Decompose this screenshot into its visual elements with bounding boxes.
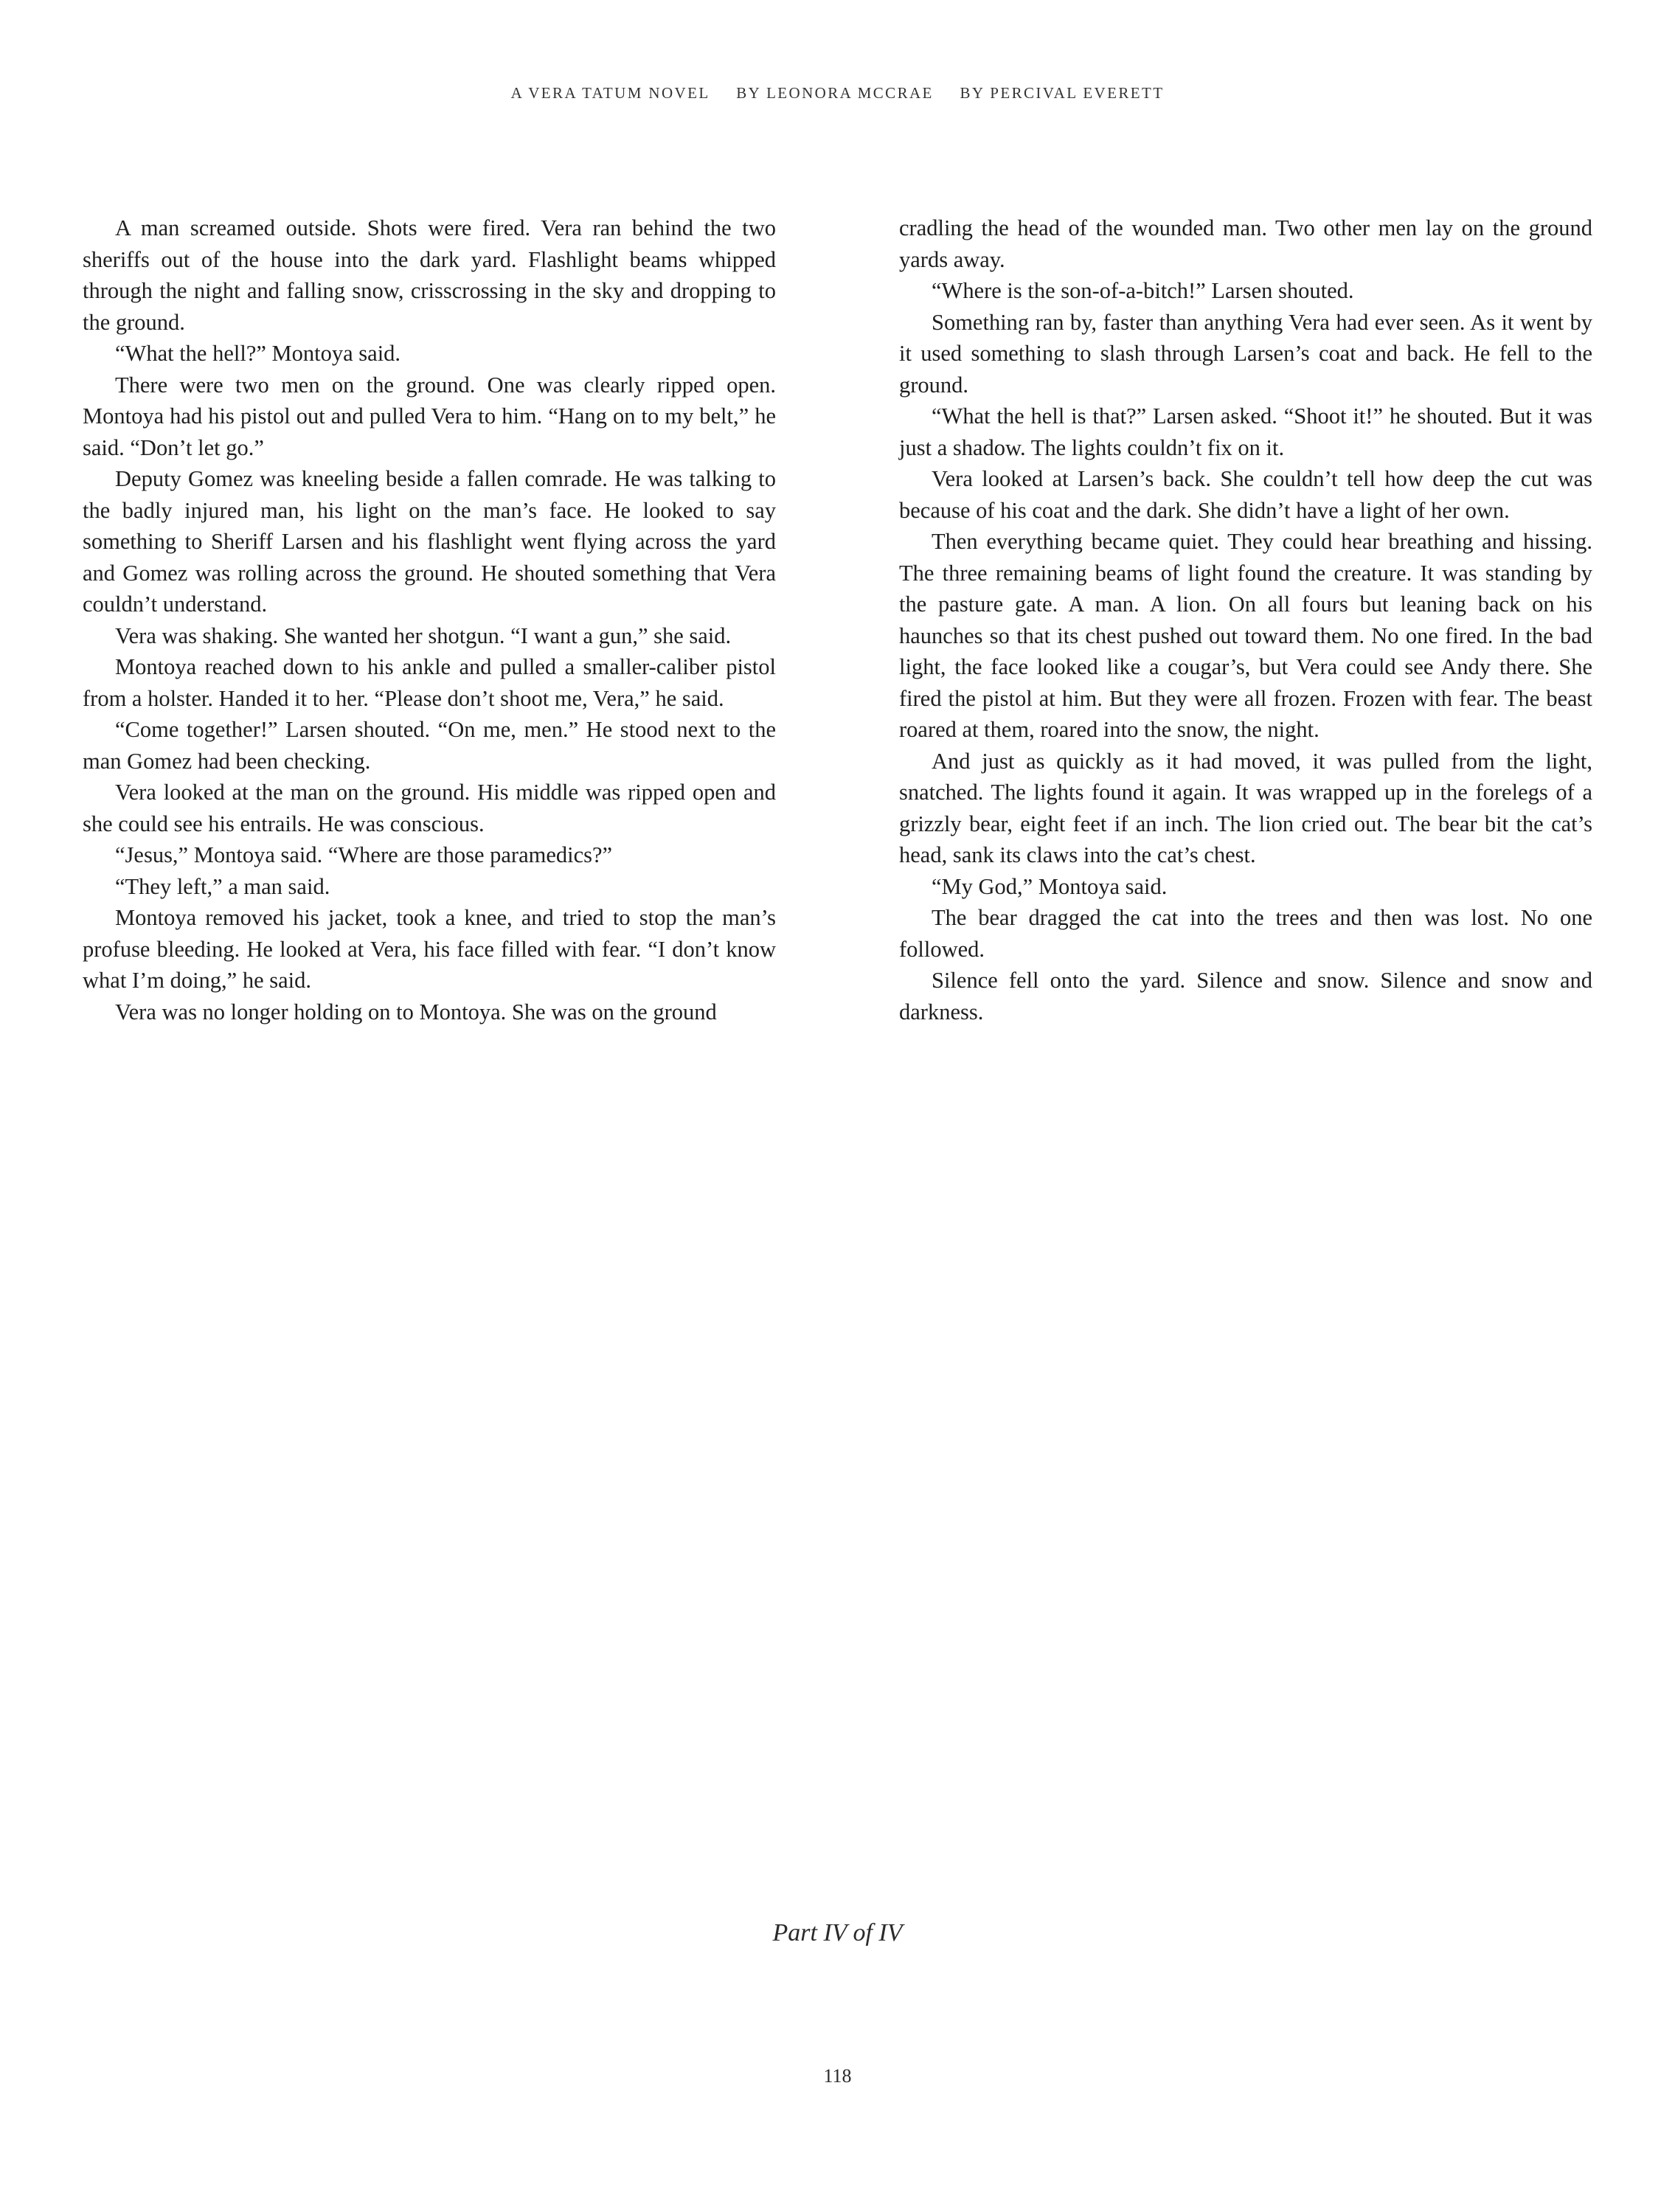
- paragraph: Vera was shaking. She wanted her shotgun. “I want a gun,” she said.: [115, 623, 732, 648]
- part-label: Part IV of IV: [772, 1919, 903, 1946]
- paragraph: A man screamed outside. Shots were fired. Vera ran behind the two sheriffs out of the house into the dark yard. Flashlight beams whipped through the night and falling snow, crisscrossing in the sky and dropping to the ground.: [83, 215, 776, 335]
- running-head-series: A VERA TATUM NOVEL: [510, 84, 710, 102]
- paragraph: “What the hell?” Montoya said.: [115, 341, 401, 366]
- running-head: [0, 84, 1675, 103]
- paragraph: “What the hell is that?” Larsen asked. “Shoot it!” he shouted. But it was just a shadow. The lights couldn’t fix on it.: [899, 403, 1592, 460]
- paragraph: Silence fell onto the yard. Silence and snow. Silence and snow and darkness.: [899, 968, 1592, 1024]
- paragraph: Vera was no longer holding on to Montoya. She was on the ground: [115, 999, 717, 1024]
- page-number: 118: [823, 2065, 852, 2087]
- paragraph: Montoya removed his jacket, took a knee, and tried to stop the man’s profuse bleeding. He looked at Vera, his face filled with fear. “I don’t know what I’m doing,” he said.: [83, 905, 776, 993]
- paragraph: Montoya reached down to his ankle and pulled a smaller-caliber pistol from a holster. Handed it to her. “Please don’t shoot me, Vera,” he said.: [83, 654, 776, 711]
- paragraph: “Come together!” Larsen shouted. “On me, men.” He stood next to the man Gomez had been checking.: [83, 717, 776, 774]
- paragraph: Vera looked at the man on the ground. His middle was ripped open and she could see his entrails. He was conscious.: [83, 780, 776, 836]
- body-text-columns: [83, 212, 1592, 1027]
- running-head-author-two: BY PERCIVAL EVERETT: [960, 84, 1165, 102]
- paragraph: “They left,” a man said.: [115, 873, 330, 899]
- running-head-author-one: BY LEONORA MCCRAE: [736, 84, 934, 102]
- paragraph: “Jesus,” Montoya said. “Where are those paramedics?”: [115, 842, 613, 867]
- paragraph: There were two men on the ground. One was clearly ripped open. Montoya had his pistol out and pulled Vera to him. “Hang on to my belt,” he said. “Don’t let go.”: [83, 372, 776, 460]
- paragraph: Something ran by, faster than anything Vera had ever seen. As it went by it used something to slash through Larsen’s coat and back. He fell to the ground.: [899, 309, 1592, 398]
- paragraph: Deputy Gomez was kneeling beside a fallen comrade. He was talking to the badly injured man, his light on the man’s face. He looked to say something to Sheriff Larsen and his flashlight went flying across the yard and Gomez was rolling across the ground. He shouted something that Vera couldn’t understand.: [83, 466, 776, 617]
- right-column: [899, 212, 1592, 1027]
- left-column: [83, 212, 776, 1027]
- paragraph: “My God,” Montoya said.: [932, 873, 1168, 899]
- paragraph: The bear dragged the cat into the trees and then was lost. No one followed.: [899, 905, 1592, 962]
- paragraph: Then everything became quiet. They could hear breathing and hissing. The three remaining beams of light found the creature. It was standing by the pasture gate. A man. A lion. On all fours but leaning back on his haunches so that its chest pushed out toward them. No one fired. In the bad light, the face looked like a cougar’s, but Vera could see Andy there. She fired the pistol at him. But they were all frozen. Frozen with fear. The beast roared at them, roared into the snow, the night.: [899, 529, 1592, 742]
- paragraph: And just as quickly as it had moved, it was pulled from the light, snatched. The lights found it again. It was wrapped up in the forelegs of a grizzly bear, eight feet if an inch. The lion cried out. The bear bit the cat’s head, sank its claws into the cat’s chest.: [899, 748, 1592, 867]
- paragraph-continuation: cradling the head of the wounded man. Two other men lay on the ground yards away.: [899, 215, 1592, 272]
- paragraph: Vera looked at Larsen’s back. She couldn’t tell how deep the cut was because of his coat and the dark. She didn’t have a light of her own.: [899, 466, 1592, 523]
- paragraph: “Where is the son-of-a-bitch!” Larsen shouted.: [932, 278, 1354, 303]
